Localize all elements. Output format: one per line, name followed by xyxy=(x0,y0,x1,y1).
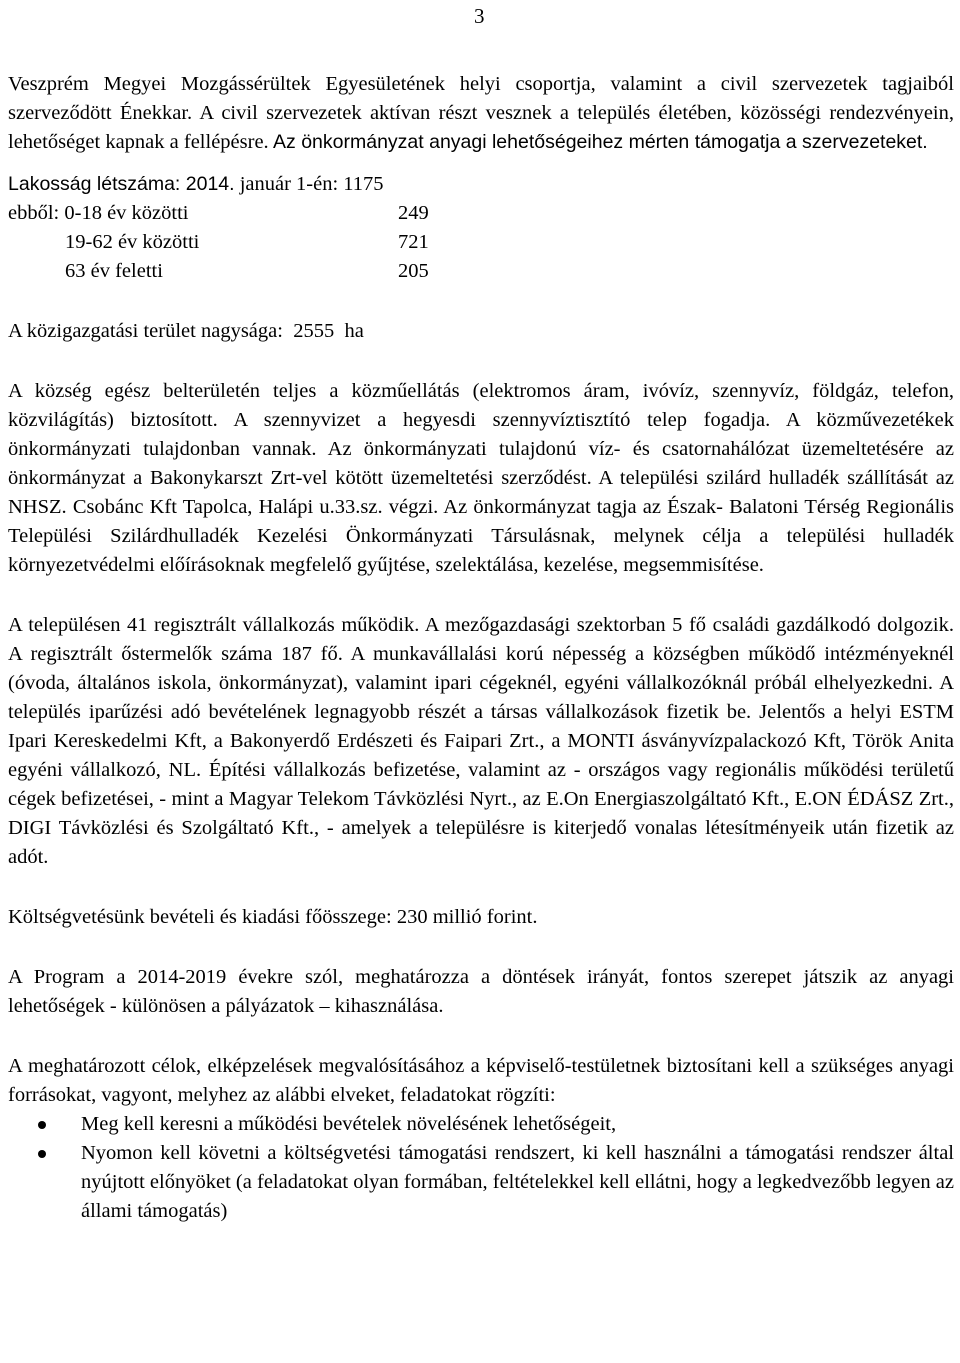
page-number: 3 xyxy=(474,4,485,28)
list-item xyxy=(8,1110,954,1139)
intro-support-sentence: Az önkormányzat anyagi lehetőségeihez mérten támogatja a szervezeteket. xyxy=(268,131,928,153)
population-row xyxy=(8,199,954,228)
intro-text: Veszprém Megyei Mozgássérültek Egyesületének helyi csoportja, valamint a civil szervezetek tagjaiból szerveződött Énekkar. A civil szervezetek aktívan részt vesznek a település életében, közösségi rendezvényein, lehetőséget kapnak a fellépésre. xyxy=(8,73,954,153)
population-block xyxy=(8,170,954,286)
budget-line: Költségvetésünk bevételi és kiadási főösszege: 230 millió forint. xyxy=(8,906,538,928)
population-heading-date-total: január 1-én: 1175 xyxy=(234,173,384,195)
population-row xyxy=(8,257,954,286)
population-row-value: 721 xyxy=(398,231,429,253)
goals-list xyxy=(8,1110,954,1226)
population-row-label: 63 év feletti xyxy=(65,260,163,282)
bullet-icon xyxy=(38,1150,46,1158)
economy-paragraph: A településen 41 regisztrált vállalkozás működik. A mezőgazdasági szektorban 5 fő családi gazdálkodó dolgozik. A regisztrált őstermelők száma 187 fő. A munkavállalási korú népesség a községben működő intézményeknél (óvoda, általános iskola, önkormányzat), valamint ipari cégeknél, egyéni vállalkozóknál próbál elhelyezkedni. A település iparűzési adó bevételének legnagyobb részét a társas vállalkozások fizetik be. Jelentős a helyi ESTM Ipari Kereskedelmi Kft, a Bakonyerdő Erdészeti és Faipari Zrt., a MONTI ásványvízpalackozó Kft, Török Anita egyéni vállalkozó, NL. Építési vállalkozás befizetése, valamint az - országos vagy regionális működési területű cégek befizetései, - mint a Magyar Telekom Távközlési Nyrt., az E.On Energiaszolgáltató Kft., E.ON ÉDÁSZ Zrt., DIGI Távközlési és Szolgáltató Kft., - amelyek a településre is kiterjedő vonalas létesítményeik után fizetik az adót. xyxy=(8,614,954,868)
population-row-label: 19-62 év közötti xyxy=(65,231,200,253)
area-line: A közigazgatási terület nagysága: 2555 ha xyxy=(8,320,364,342)
population-row-label: ebből: 0-18 év közötti xyxy=(8,202,189,224)
population-row-value: 249 xyxy=(398,202,429,224)
population-row-value: 205 xyxy=(398,260,429,282)
population-row xyxy=(8,228,954,257)
list-item-text: Nyomon kell követni a költségvetési támogatási rendszert, ki kell használni a támogatási rendszer által nyújtott előnyöket (a feladatokat olyan formában, feltételekkel kell ellátni, hogy a legkedvezőbb legyen az állami támogatás) xyxy=(81,1142,954,1222)
document-body xyxy=(8,70,954,1226)
infrastructure-paragraph: A község egész belterületén teljes a közműellátás (elektromos áram, ivóvíz, szennyvíz, földgáz, telefon, közvilágítás) biztosított. A szennyvizet a hegyesdi szennyvíztisztító telep fogadja. A közművezetékek önkormányzati tulajdonban vannak. Az önkormányzati tulajdonú víz- és csatornahálózat üzemeltetésére az önkormányzat a Bakonykarszt Zrt-vel kötött üzemeltetési szerződést. A települési szilárd hulladék szállítását az NHSZ. Csobánc Kft Tapolca, Halápi u.33.sz. végzi. Az önkormányzat tagja az Észak- Balatoni Térség Regionális Települési Szilárdhulladék Kezelési Önkormányzati Társulásnak, melynek célja a települési hulladék környezetvédelmi előírásoknak megfelelő gyűjtése, szelektálása, kezelése, megsemmisítése. xyxy=(8,380,954,576)
program-paragraph: A Program a 2014-2019 évekre szól, meghatározza a döntések irányát, fontos szerepet játszik az anyagi lehetőségek - különösen a pályázatok – kihasználása. xyxy=(8,966,954,1017)
population-heading xyxy=(8,170,954,199)
list-item xyxy=(8,1139,954,1226)
bullet-icon xyxy=(38,1121,46,1129)
list-item-text: Meg kell keresni a működési bevételek növelésének lehetőségeit, xyxy=(81,1113,617,1135)
goals-intro: A meghatározott célok, elképzelések megvalósításához a képviselő-testületnek biztosítani kell a szükséges anyagi forrásokat, vagyont, melyhez az alábbi elveket, feladatokat rögzíti: xyxy=(8,1055,954,1106)
population-heading-label: Lakosság létszáma: 2014. xyxy=(8,173,235,195)
intro-paragraph xyxy=(8,70,954,157)
